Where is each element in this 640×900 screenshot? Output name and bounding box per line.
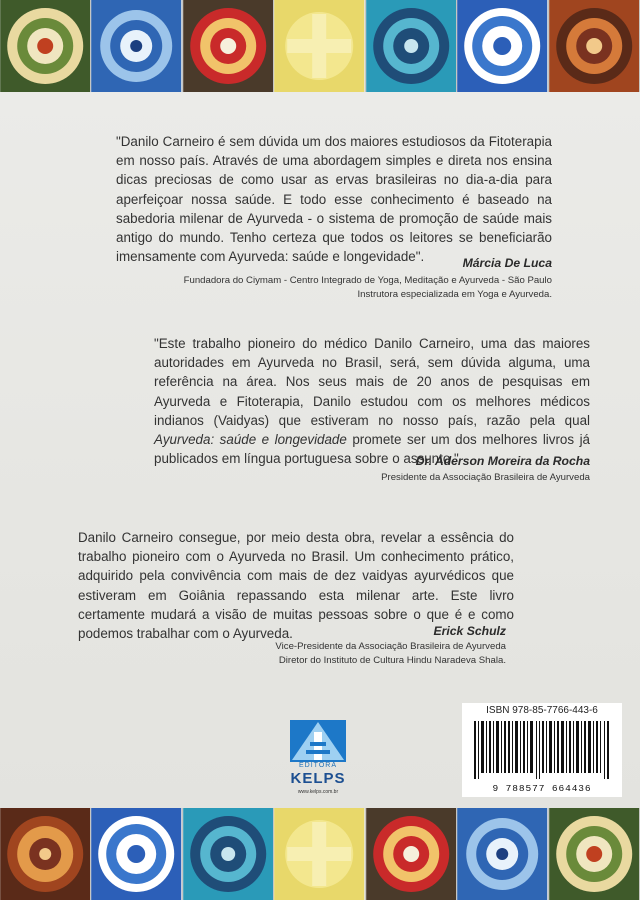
role-line: Fundadora do Ciymam - Centro Integrado de Yoga, Meditação e Ayurveda - São Paulo xyxy=(183,275,552,286)
role-line: Presidente da Associação Brasileira de Ayurveda xyxy=(381,472,590,483)
author-role-erick xyxy=(220,640,506,669)
book-title: Ayurveda: saúde e longevidade xyxy=(154,432,347,448)
author-role-aderson xyxy=(300,471,590,485)
isbn-text: ISBN 978-85-7766-443-6 xyxy=(486,705,598,716)
author-role-marcia xyxy=(150,274,552,303)
author-erick-schulz: Erick Schulz xyxy=(433,624,506,638)
role-line: Diretor do Instituto de Cultura Hindu Naradeva Shala. xyxy=(278,655,506,667)
publisher-url: www.kelps.com.br xyxy=(297,789,339,795)
mandala-tile-blue xyxy=(457,808,548,900)
publisher-word: EDITORA xyxy=(299,762,337,769)
role-line: Vice-Presidente da Associação Brasileira de Ayurveda xyxy=(275,641,506,652)
mandala-tile-green xyxy=(549,808,640,900)
author-aderson-moreira: Dr. Aderson Moreira da Rocha xyxy=(415,454,590,468)
mandala-tile-red xyxy=(366,808,457,900)
bottom-mandala-band xyxy=(0,808,640,900)
mandala-tile-teal xyxy=(366,0,457,92)
mandala-tile-blue xyxy=(457,0,548,92)
mandala-tile-yellow xyxy=(274,808,365,900)
publisher-name: KELPS xyxy=(290,770,346,787)
mandala-tile-orange xyxy=(0,808,91,900)
mandala-tile-green xyxy=(0,0,91,92)
top-mandala-band xyxy=(0,0,640,92)
mandala-tile-orange xyxy=(549,0,640,92)
author-marcia-de-luca: Márcia De Luca xyxy=(462,256,552,270)
barcode xyxy=(462,703,622,797)
mandala-tile-teal xyxy=(183,808,274,900)
barcode-number: 9 788577 664436 xyxy=(492,783,592,794)
quote-text-end: promete ser um dos melhores livros já publicados em língua portuguesa sobre o assunto." xyxy=(154,432,590,467)
quote-erick-schulz: Danilo Carneiro consegue, por meio desta obra, revelar a essência do trabalho pioneiro com o Ayurveda no Brasil. Um conhecimento prático, adquirido pela convivência com mais de dez vaidyas ayurvédicos que estiveram em Goiânia repassando esta milenar arte. Este livro certamente mudará a visão de muitas pessoas sobre o que é e como podemos trabalhar com o Ayurveda. xyxy=(78,530,514,642)
mandala-tile-blue xyxy=(91,808,182,900)
role-line: Instrutora especializada em Yoga e Ayurveda. xyxy=(357,289,552,301)
quote-aderson-moreira xyxy=(154,334,590,468)
mandala-tile-red xyxy=(183,0,274,92)
barcode-bars xyxy=(474,721,610,779)
quote-marcia-de-luca: "Danilo Carneiro é sem dúvida um dos maiores estudiosos da Fitoterapia em nosso país. Através de uma abordagem simples e direta nos ensina dicas preciosas de como usar as ervas brasileiras no dia-a-dia para aperfeiçoar nossa saúde. E todo esse conhecimento é baseado na sabedoria milenar de Ayurveda - o sistema de promoção de saúde mais antigo do mundo. Tenho certeza que todos os leitores se beneficiarão imensamente com Ayurveda: saúde e longevidade". xyxy=(116,134,552,265)
mandala-tile-blue xyxy=(91,0,182,92)
quote-text-start: "Este trabalho pioneiro do médico Danilo Carneiro, uma das maiores autoridades em Ayurveda no Brasil, será, sem dúvida alguma, uma referência na área. Nos seus mais de 20 anos de pesquisas em Ayurveda e Fitoterapia, Danilo estudou com os melhores médicos indianos (Vaidyas) que estiveram no nosso país, razão pela qual xyxy=(154,336,590,428)
mandala-tile-yellow xyxy=(274,0,365,92)
